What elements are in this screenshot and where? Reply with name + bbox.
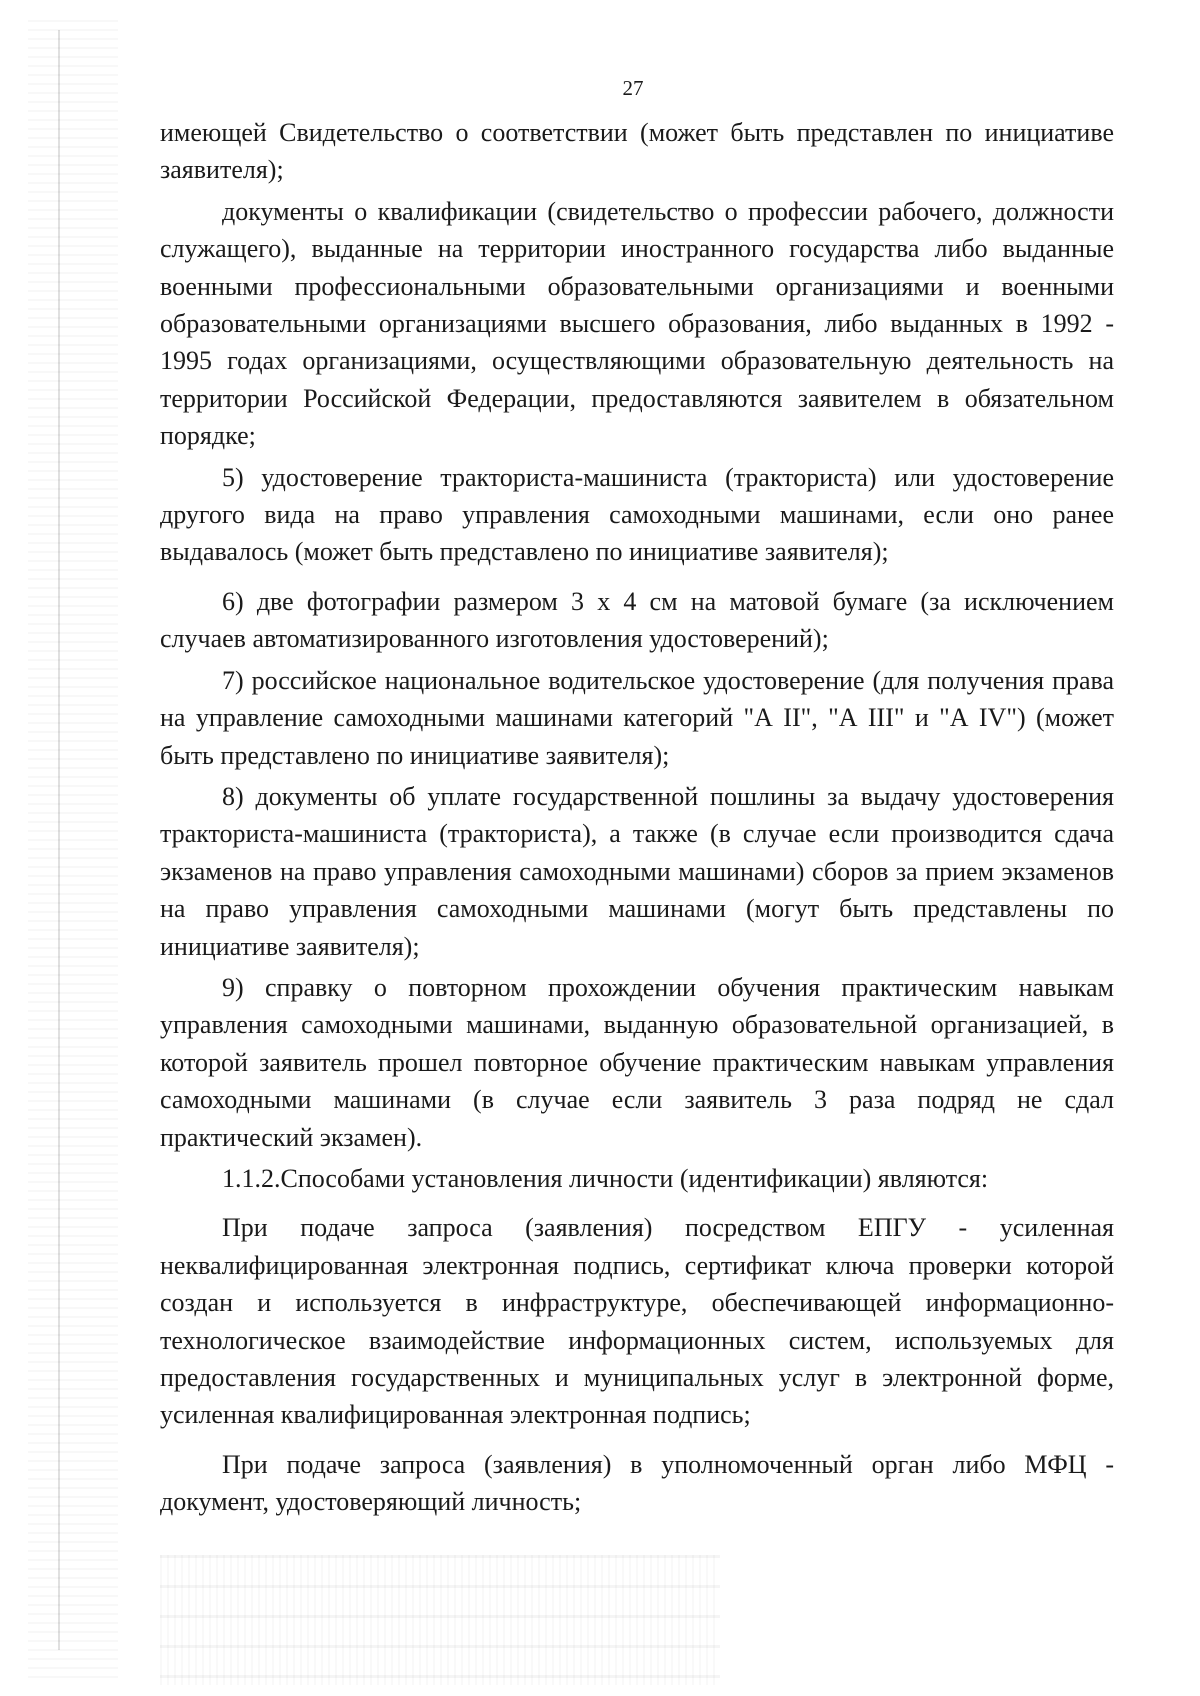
- scan-noise-artifact: [160, 1555, 720, 1685]
- paragraph-mfc-identification: При подаче запроса (заявления) в уполномоченный орган либо МФЦ - документ, удостоверяющий личность;: [160, 1449, 1114, 1517]
- paragraph-item-6: 6) две фотографии размером 3 x 4 см на матовой бумаге (за исключением случаев автоматизированного изготовления удостоверений);: [160, 586, 1114, 654]
- scan-margin-line: [58, 30, 60, 1650]
- paragraph-qualification-documents: документы о квалификации (свидетельство о профессии рабочего, должности служащего), выданные на территории иностранного государства либо выданные военными профессиональными образовательными организациями и военными образовательными организациями высшего образования, либо выданных в 1992 - 1995 годах организациями, осуществляющими образовательную деятельность на территории Российской Федерации, предоставляются заявителем в обязательном порядке;: [160, 196, 1114, 451]
- scan-margin-artifact: [28, 20, 118, 1680]
- paragraph-certificate-continuation: имеющей Свидетельство о соответствии (может быть представлен по инициативе заявителя);: [160, 118, 1114, 185]
- paragraph-epgu-identification: При подаче запроса (заявления) посредством ЕПГУ - усиленная неквалифицированная электронная подпись, сертификат ключа проверки которой создан и используется в инфраструктуре, обеспечивающей информационно-технологическое взаимодействие информационных систем, используемых для предоставления государственных и муниципальных услуг в электронной форме, усиленная квалифицированная электронная подпись;: [160, 1213, 1114, 1430]
- paragraph-item-8: 8) документы об уплате государственной пошлины за выдачу удостоверения тракториста-машиниста (тракториста), а также (в случае если производится сдача экзаменов на право управления самоходными машинами) сборов за прием экзаменов на право управления самоходными машинами (могут быть представлены по инициативе заявителя);: [160, 781, 1114, 961]
- paragraph-item-9: 9) справку о повторном прохождении обучения практическим навыкам управления самоходными машинами, выданную образовательной организацией, в которой заявитель прошел повторное обучение практическим навыкам управления самоходными машинами (в случае если заявитель 3 раза подряд не сдал практический экзамен).: [160, 972, 1114, 1152]
- paragraph-item-7: 7) российское национальное водительское удостоверение (для получения права на управление самоходными машинами категорий "А II", "А III" и "А IV") (может быть представлено по инициативе заявителя);: [160, 665, 1114, 770]
- paragraph-identification-heading: 1.1.2.Способами установления личности (идентификации) являются:: [222, 1163, 989, 1193]
- paragraph-item-5: 5) удостоверение тракториста-машиниста (тракториста) или удостоверение другого вида на право управления самоходными машинами, если оно ранее выдавалось (может быть представлено по инициативе заявителя);: [160, 462, 1114, 567]
- page-number: 27: [622, 76, 644, 100]
- document-body: [160, 114, 1114, 1521]
